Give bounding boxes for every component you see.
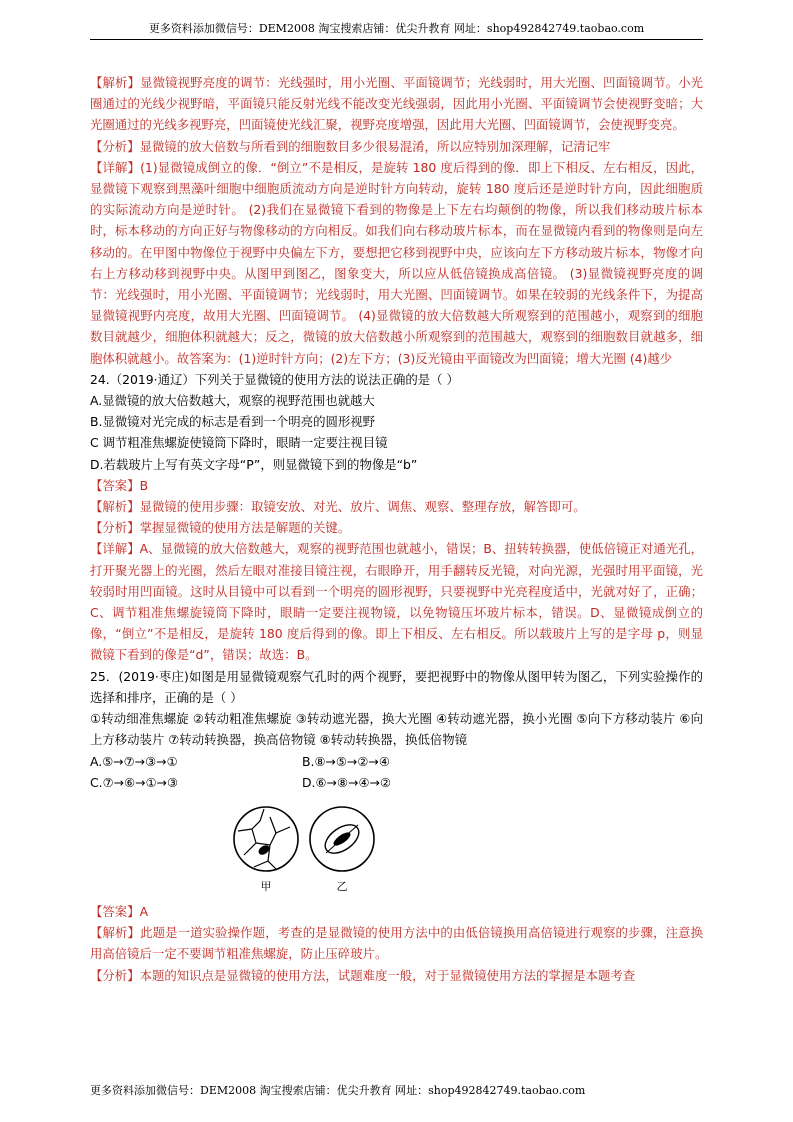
xiangjie-tag: 【详解】 <box>90 541 140 557</box>
xiangjie-text: (1)显微镜成倒立的像．“倒立”不是相反，是旋转 180 度后得到的像．即上下相反、左右相反，因此，显微镜下观察到黑藻叶细胞中细胞质流动方向是逆时针方向转动，旋转 180 度后还是逆时针方向，因此细胞质的实际流动方向是逆时针。 (2)我们在显微镜下看到的物像是上下左右均颠倒的物像，所以我们移动玻片标本时，标本移动的方向正好与物像移动的方向相反。如我们向右移动玻片标本，而在显微镜内看到的物像则是向左移动的。在甲图中物像位于视野中央偏左下方，要想把它移到视野中央，应该向左下方移动玻片标本，物像才向右上方移动移到视野中央。从图甲到图乙，图象变大，所以应从低倍镜换成高倍镜。 (3)显微镜视野亮度的调节：光线强时，用小光圈、平面镜调节；光线弱时，用大光圈、凹面镜调节。如果在较弱的光线条件下，为提高显微镜视野内亮度，故用大光圈、凹面镜调节。 (4)显微镜的放大倍数越大所观察到的范围越小，观察到的细胞数目就越少，细胞体积就越大；反之，微镜的放大倍数越小所观察到的范围越大，观察到的细胞数目就越多，细胞体积就越小。故答案为：(1)逆时针方向；(2)左下方；(3)反光镜由平面镜改为凹面镜；增大光圈 (4)越少 <box>90 159 704 366</box>
q24-option-c: C 调节粗准焦螺旋使镜筒下降时，眼睛一定要注视目镜 <box>90 435 388 451</box>
microscope-field-figure <box>90 803 703 895</box>
field-a-cell-walls <box>238 809 290 869</box>
jiexi-text: 显微镜视野亮度的调节：光线强时，用小光圈、平面镜调节；光线弱时，用大光圈、凹面镜调节。小光圈通过的光线少视野暗，平面镜只能反射光线不能改变光线强弱，因此用小光圈、平面镜调节会使视野变暗；大光圈通过的光线多视野亮，凹面镜使光线汇聚，视野亮度增强，因此用大光圈、凹面镜调节，会使视野变亮。 <box>90 75 704 133</box>
q24-answer <box>90 475 703 496</box>
page-header: 更多资料添加微信号：DEM2008 淘宝搜索店铺：优尖升教育 网址：shop492842749.taobao.com <box>90 22 703 40</box>
jiexi-tag: 【解析】 <box>90 75 141 90</box>
jiexi-tag: 【解析】 <box>90 499 140 515</box>
q23-explanation <box>90 72 703 136</box>
q25-steps: ①转动细准焦螺旋 ②转动粗准焦螺旋 ③转动遮光器，换大光圈 ④转动遮光器，换小光圈 ⑤向下方移动装片 ⑥向上方移动装片 ⑦转动转换器，换高倍物镜 ⑧转动转换器，换低倍物镜 <box>90 711 703 748</box>
q25-option-a: A.⑤→⑦→③→① <box>90 753 178 769</box>
fenxi-text: 本题的知识点是显微镜的使用方法，试题难度一般，对于显微镜使用方法的掌握是本题考查 <box>139 967 636 983</box>
answer-tag: 【答案】 <box>90 903 140 919</box>
q25-analysis <box>90 965 703 986</box>
fenxi-tag: 【分析】 <box>90 138 140 154</box>
q24-option-a: A.显微镜的放大倍数越大，观察的视野范围也就越大 <box>90 393 375 409</box>
q25-options-row-2 <box>90 772 703 793</box>
xiangjie-text: A、显微镜的放大倍数越大，观察的视野范围也就越小，错误；B、扭转转换器，使低倍镜正对通光孔，打开聚光器上的光圈，然后左眼对准接目镜注视，右眼睁开，用手翻转反光镜，对向光源，光强时用平面镜，光较弱时用凹面镜。这时从目镜中可以看到一个明亮的圆形视野，只要视野中光亮程度适中，光就对好了，正确；C、调节粗准焦螺旋镜筒下降时，眼睛一定要注视物镜，以免物镜压坏玻片标本，错误。D、显微镜成倒立的像，“倒立”不是相反，是旋转 180 度后得到的像。即上下相反、左右相反。所以载玻片上写的是字母 p，则显微镜下看到的像是“d”，错误；故选：B。 <box>90 541 703 663</box>
fig-label-jia: 甲 <box>260 879 272 893</box>
q24-details <box>90 538 703 665</box>
q24-analysis <box>90 517 703 538</box>
q25-option-b: B.⑧→⑤→②→④ <box>302 753 391 769</box>
q25-options-row-1 <box>90 751 703 772</box>
answer-tag: 【答案】 <box>90 477 140 493</box>
document-body <box>90 72 703 986</box>
fenxi-tag: 【分析】 <box>90 520 140 536</box>
stomata-views-illustration <box>230 803 390 895</box>
jiexi-text: 此题是一道实验操作题，考查的是显微镜的使用方法中的由低倍镜换用高倍镜进行观察的步骤，注意换用高倍镜后一定不要调节粗准焦螺旋，防止压碎玻片。 <box>90 925 704 962</box>
fenxi-text: 掌握显微镜的使用方法是解题的关键。 <box>139 520 351 536</box>
q23-analysis <box>90 136 703 157</box>
jiexi-tag: 【解析】 <box>90 925 141 941</box>
fig-label-yi: 乙 <box>336 879 348 893</box>
q24-explanation <box>90 496 703 517</box>
field-b-pore-line <box>326 825 358 853</box>
xiangjie-tag: 【详解】 <box>90 159 141 175</box>
jiexi-text: 显微镜的使用步骤：取镜安放、对光、放片、调焦、观察、整理存放，解答即可。 <box>139 499 586 515</box>
q25-stem: 25．(2019·枣庄)如图是用显微镜观察气孔时的两个视野，要把视野中的物像从图甲转为图乙，下列实验操作的选择和排序，正确的是（ ） <box>90 668 703 705</box>
q25-explanation <box>90 922 703 964</box>
q23-details <box>90 157 703 369</box>
q24-option-d: D.若载玻片上写有英文字母“P”，则显微镜下到的物像是“b” <box>90 456 418 472</box>
q24-stem: 24.（2019·通辽）下列关于显微镜的使用方法的说法正确的是（ ） <box>90 371 459 387</box>
q25-answer <box>90 901 703 922</box>
q25-option-d: D.⑥→⑧→④→② <box>302 774 392 790</box>
answer-text: A <box>139 903 149 919</box>
answer-text: B <box>139 477 149 493</box>
fenxi-tag: 【分析】 <box>90 967 140 983</box>
page-footer: 更多资料添加微信号：DEM2008 淘宝搜索店铺：优尖升教育 网址：shop492842749.taobao.com <box>90 1084 586 1097</box>
fenxi-text: 显微镜的放大倍数与所看到的细胞数目多少很易混淆，所以应特别加深理解，记清记牢 <box>139 138 611 154</box>
q24-option-b: B.显微镜对光完成的标志是看到一个明亮的圆形视野 <box>90 414 376 430</box>
q25-option-c: C.⑦→⑥→①→③ <box>90 774 179 790</box>
